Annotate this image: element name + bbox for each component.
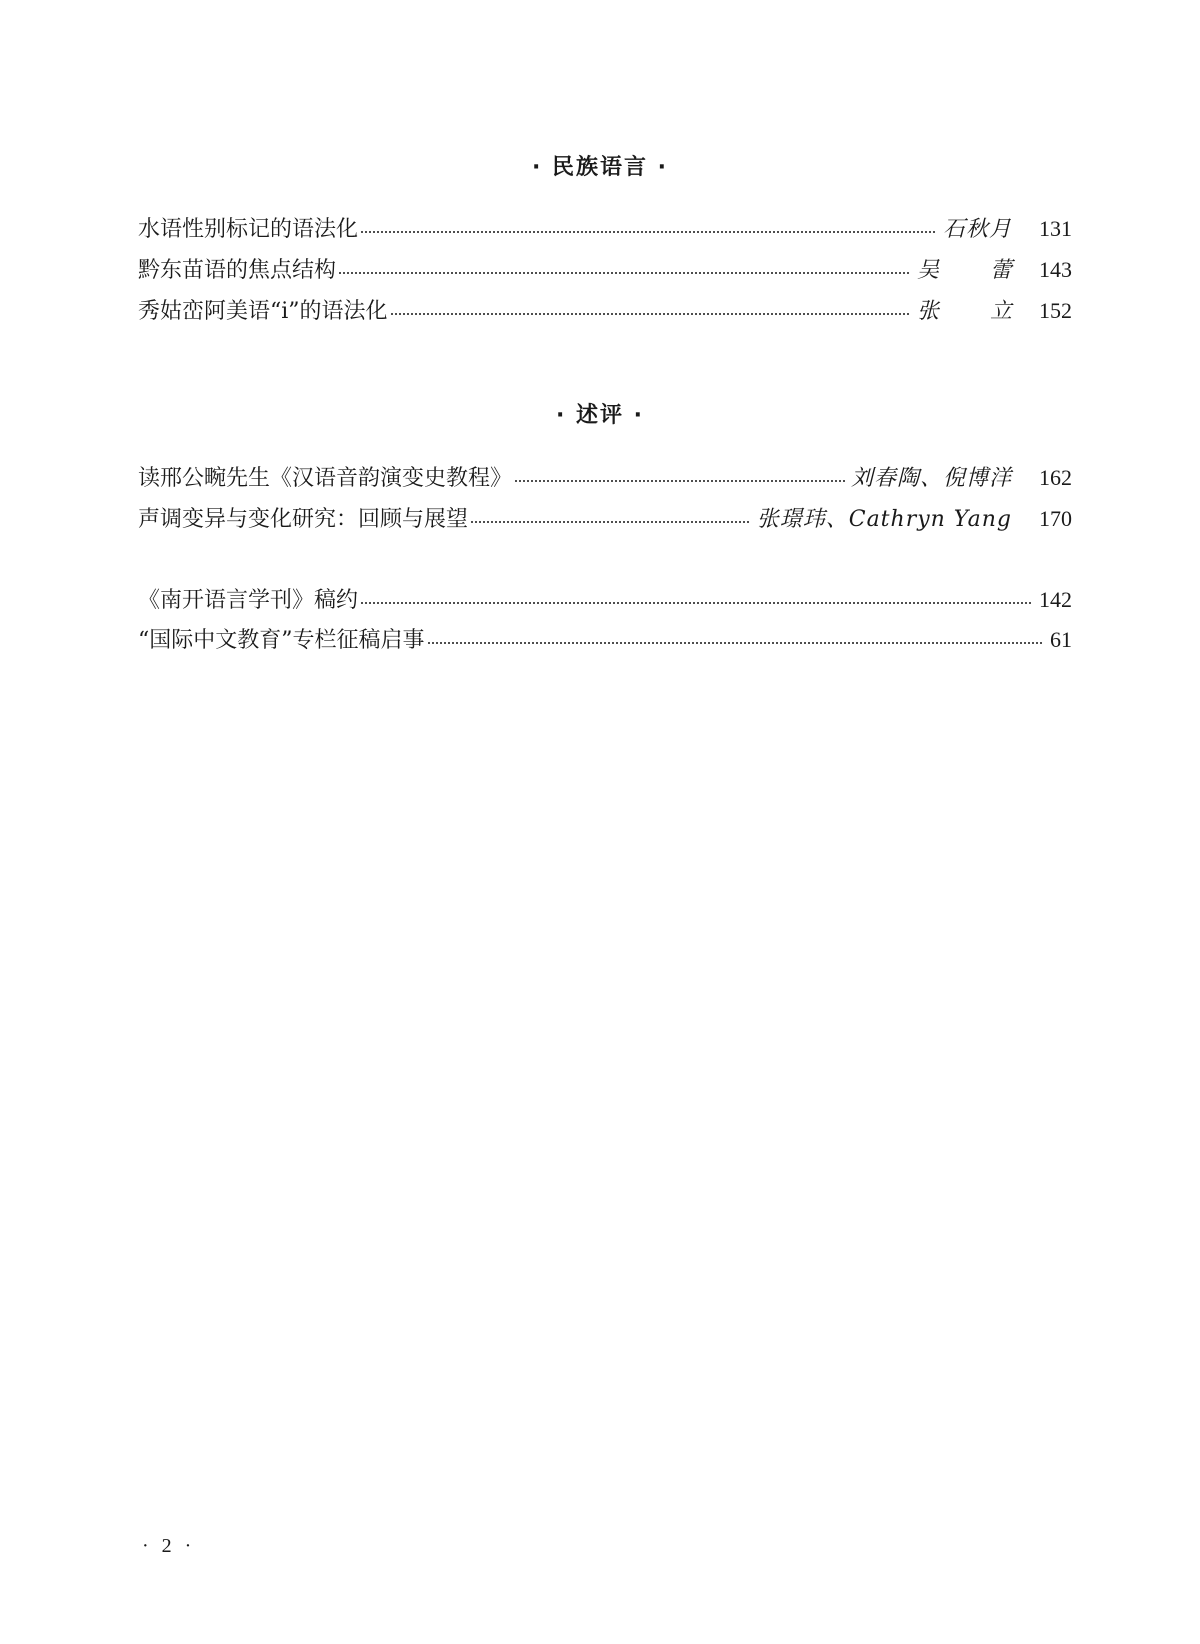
toc-entry-author: 张 立 [917,299,1034,324]
toc-entry-page: 131 [1039,216,1072,241]
toc-entry-author: 刘春陶、倪博洋 [850,466,1012,491]
toc-entry-page: 152 [1039,298,1072,323]
notice-entry-title: 《南开语言学刊》稿约 [138,588,359,613]
dot-leader [427,642,1045,644]
page-number: · 2 · [142,1535,196,1557]
toc-entry[interactable] [138,254,1072,286]
toc-entry-page: 143 [1039,257,1072,282]
toc-entry-title: 声调变异与变化研究：回顾与展望 [138,507,469,532]
toc-entry[interactable] [138,462,1072,494]
notice-entry-page: 61 [1050,627,1072,652]
section-heading-ethnic-languages: · 民族语言 · [531,155,669,180]
toc-entry-page: 170 [1039,506,1072,531]
notice-entry[interactable] [138,624,1072,656]
toc-entry-title: 黔东苗语的焦点结构 [138,258,337,283]
notice-entry-title: “国际中文教育”专栏征稿启事 [138,628,425,653]
notice-entry[interactable] [138,584,1072,616]
toc-entry-title: 秀姑峦阿美语“i”的语法化 [138,299,388,324]
dot-leader [390,313,911,315]
toc-entry[interactable] [138,213,1072,245]
notice-entry-page: 142 [1039,587,1072,612]
toc-entry-title: 水语性别标记的语法化 [138,217,359,242]
dot-leader [470,521,751,523]
toc-entry-author: 石秋月 [942,217,1012,242]
dot-leader [514,480,845,482]
toc-entry-author: 吴 蕾 [917,258,1034,283]
dot-leader [360,602,1033,604]
toc-entry-title: 读邢公畹先生《汉语音韵演变史教程》 [138,466,513,491]
toc-entry[interactable] [138,295,1072,327]
toc-entry[interactable] [138,503,1072,535]
dot-leader [360,231,937,233]
toc-entry-page: 162 [1039,465,1072,490]
toc-entry-author: 张璟玮、Cathryn Yang [756,507,1012,532]
section-heading-review: · 述评 · [555,403,645,428]
dot-leader [338,272,911,274]
